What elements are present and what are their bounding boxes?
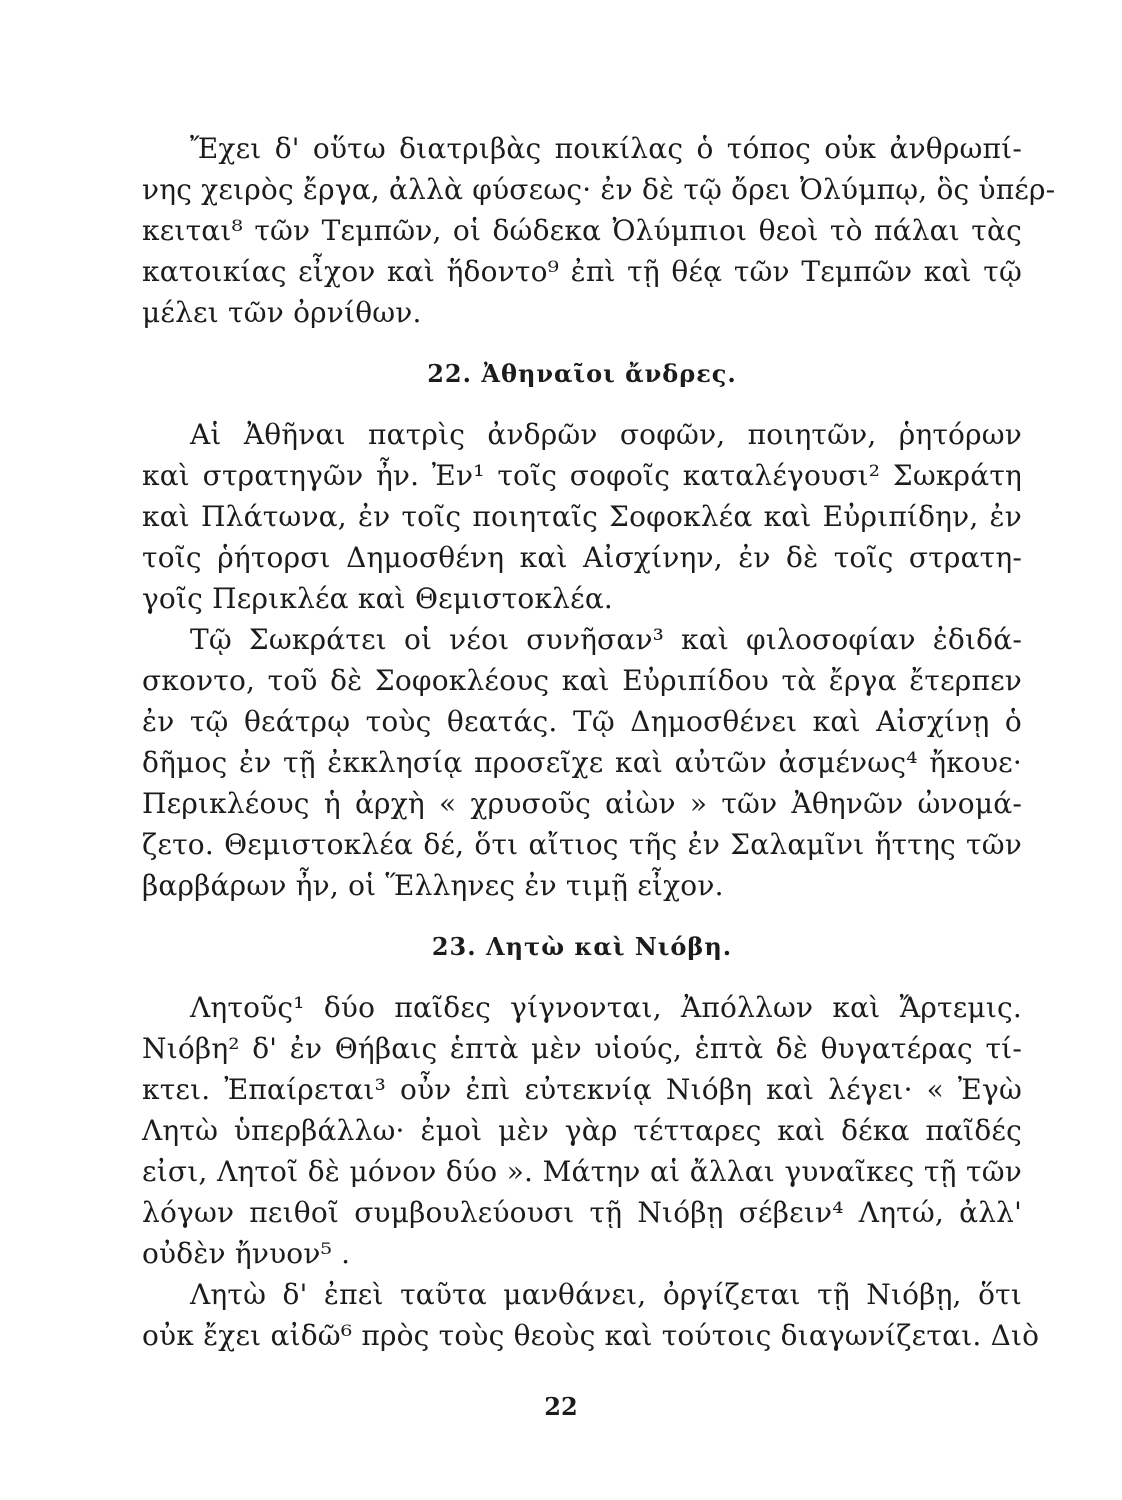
text-line: καὶ Πλάτωνα, ἐν τοῖς ποιηταῖς Σοφοκλέα καὶ Εὐριπίδην, ἐν — [142, 500, 1022, 533]
section-22-heading: 22. Ἀθηναῖοι ἄνδρες. — [427, 359, 737, 388]
text-line: Νιόβη² δ' ἐν Θήβαις ἑπτὰ μὲν υἱούς, ἑπτὰ δὲ θυγατέρας τί- — [142, 1032, 1022, 1065]
text-line: οὐκ ἔχει αἰδῶ⁶ πρὸς τοὺς θεοὺς καὶ τούτοις διαγωνίζεται. Διὸ — [142, 1319, 1040, 1352]
text-line: Αἱ Ἀθῆναι πατρὶς ἀνδρῶν σοφῶν, ποιητῶν, ῥητόρων — [190, 418, 1022, 451]
page-body — [142, 128, 1056, 1356]
text-line: Περικλέους ἡ ἀρχὴ « χρυσοῦς αἰὼν » τῶν Ἀθηνῶν ὠνομά- — [142, 787, 1022, 820]
text-line: Ἔχει δ' οὕτω διατριβὰς ποικίλας ὁ τόπος οὐκ ἀνθρωπί- — [190, 132, 1022, 165]
section-23-paragraph-1 — [142, 987, 1022, 1274]
section-22-paragraph-2 — [142, 619, 1022, 906]
section-21-paragraph — [142, 128, 1056, 333]
text-line: μέλει τῶν ὀρνίθων. — [142, 296, 422, 329]
text-line: οὐδὲν ἤνυον⁵ . — [142, 1237, 351, 1270]
text-line: κατοικίας εἶχον καὶ ἥδοντο⁹ ἐπὶ τῇ θέᾳ τῶν Τεμπῶν καὶ τῷ — [142, 255, 1022, 288]
text-line: τοῖς ῥήτορσι Δημοσθένη καὶ Αἰσχίνην, ἐν δὲ τοῖς στρατη- — [142, 541, 1022, 574]
text-line: Λητοῦς¹ δύο παῖδες γίγνονται, Ἀπόλλων καὶ Ἄρτεμις. — [190, 991, 1022, 1024]
text-line: Λητὼ δ' ἐπεὶ ταῦτα μανθάνει, ὀργίζεται τῇ Νιόβῃ, ὅτι — [190, 1278, 1022, 1311]
text-line: ἐν τῷ θεάτρῳ τοὺς θεατάς. Τῷ Δημοσθένει καὶ Αἰσχίνῃ ὁ — [142, 705, 1022, 738]
text-line: σκοντο, τοῦ δὲ Σοφοκλέους καὶ Εὐριπίδου τὰ ἔργα ἔτερπεν — [142, 664, 1022, 697]
text-line: ζετο. Θεμιστοκλέα δέ, ὅτι αἴτιος τῆς ἐν Σαλαμῖνι ἥττης τῶν — [142, 828, 1022, 861]
text-line: Λητὼ ὑπερβάλλω· ἐμοὶ μὲν γὰρ τέτταρες καὶ δέκα παῖδές — [142, 1114, 1022, 1147]
text-line: καὶ στρατηγῶν ἦν. Ἐν¹ τοῖς σοφοῖς καταλέγουσι² Σωκράτη — [142, 459, 1022, 492]
text-line: βαρβάρων ἦν, οἱ Ἕλληνες ἐν τιμῇ εἶχον. — [142, 869, 724, 902]
text-line: δῆμος ἐν τῇ ἐκκλησίᾳ προσεῖχε καὶ αὐτῶν ἀσμένως⁴ ἤκουε· — [142, 746, 1022, 779]
page-number: 22 — [544, 1392, 578, 1421]
text-line: Τῷ Σωκράτει οἱ νέοι συνῆσαν³ καὶ φιλοσοφίαν ἐδιδά- — [190, 623, 1022, 656]
text-line: εἰσι, Λητοῖ δὲ μόνον δύο ». Μάτην αἱ ἄλλαι γυναῖκες τῇ τῶν — [142, 1155, 1022, 1188]
text-line: νης χειρὸς ἔργα, ἀλλὰ φύσεως· ἐν δὲ τῷ ὄρει Ὀλύμπῳ, ὃς ὑπέρ- — [142, 173, 1056, 206]
text-line: λόγων πειθοῖ συμβουλεύουσι τῇ Νιόβῃ σέβειν⁴ Λητώ, ἀλλ' — [142, 1196, 1022, 1229]
text-line: κειται⁸ τῶν Τεμπῶν, οἱ δώδεκα Ὀλύμπιοι θεοὶ τὸ πάλαι τὰς — [142, 214, 1022, 247]
section-23-paragraph-2 — [142, 1274, 1040, 1356]
section-23-heading: 23. Λητὼ καὶ Νιόβη. — [431, 932, 733, 961]
text-line: γοῖς Περικλέα καὶ Θεμιστοκλέα. — [142, 582, 614, 615]
section-22-paragraph-1 — [142, 414, 1022, 619]
text-line: κτει. Ἐπαίρεται³ οὖν ἐπὶ εὐτεκνίᾳ Νιόβη καὶ λέγει· « Ἐγὼ — [142, 1073, 1022, 1106]
